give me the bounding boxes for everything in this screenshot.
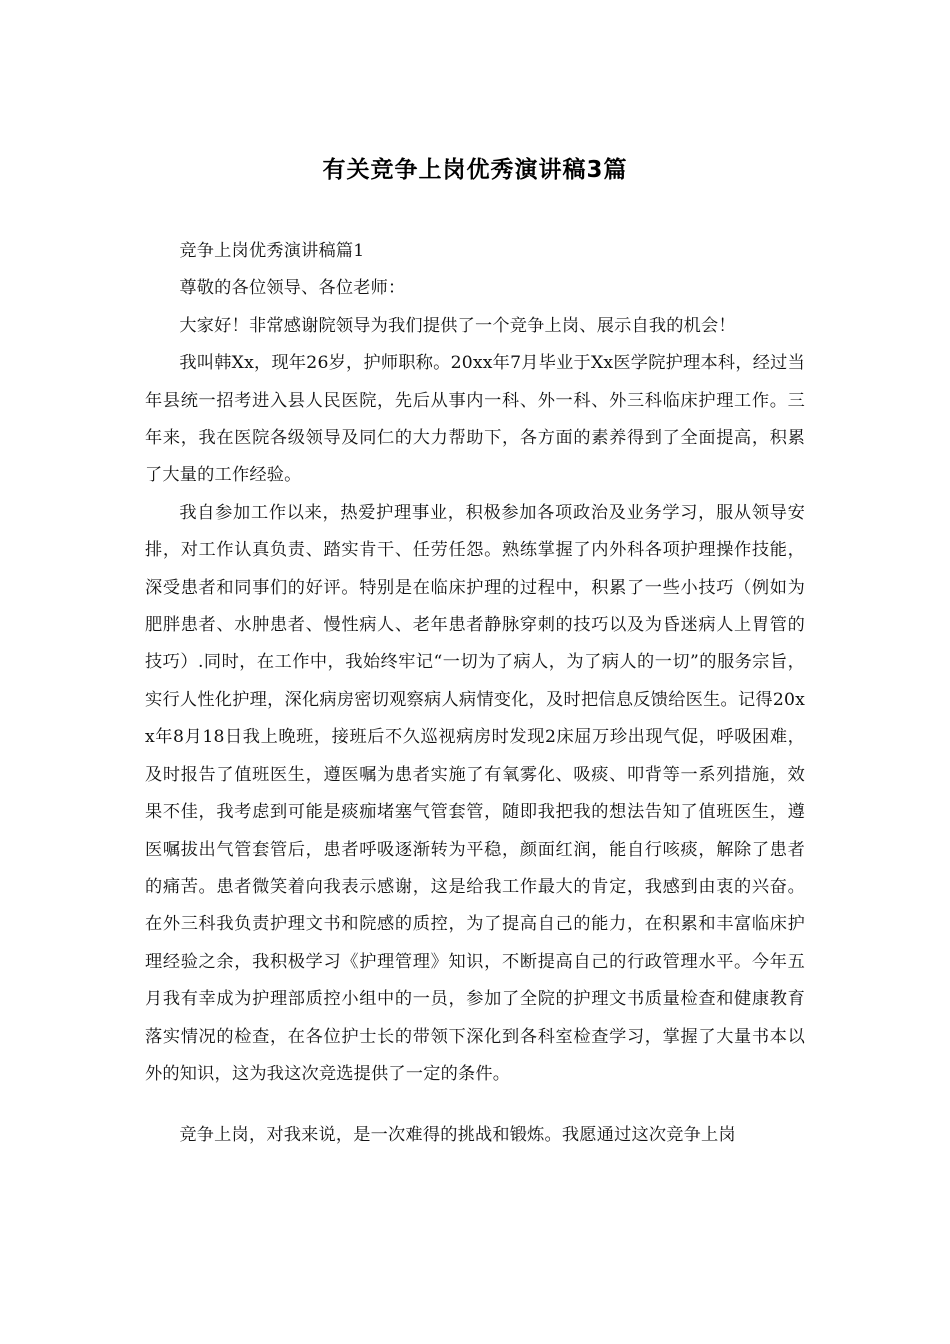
- document-body: [145, 233, 805, 1155]
- document-title: 有关竞争上岗优秀演讲稿3篇: [322, 157, 628, 183]
- closing-paragraph: 竞争上岗，对我来说，是一次难得的挑战和锻炼。我愿通过这次竞争上岗: [179, 1125, 736, 1146]
- section-heading: 竞争上岗优秀演讲稿篇1: [179, 241, 365, 261]
- salutation: 尊敬的各位领导、各位老师：: [179, 278, 406, 299]
- greeting-paragraph: 大家好！非常感谢院领导为我们提供了一个竞争上岗、展示自我的机会！: [179, 315, 736, 336]
- introduction-paragraph: 我叫韩Xx，现年26岁，护师职称。20xx年7月毕业于Xx医学院护理本科，经过当年县统一招考进入县人民医院，先后从事内一科、外一科、外三科临床护理工作。三年来，我在医院各级领导及同仁的大力帮助下，各方面的素养得到了全面提高，积累了大量的工作经验。: [145, 353, 805, 486]
- experience-paragraph: 我自参加工作以来，热爱护理事业，积极参加各项政治及业务学习，服从领导安排，对工作认真负责、踏实肯干、任劳任怨。熟练掌握了内外科各项护理操作技能，深受患者和同事们的好评。特别是在临床护理的过程中，积累了一些小技巧（例如为肥胖患者、水肿患者、慢性病人、老年患者静脉穿刺的技巧以及为昏迷病人上胃管的技巧）.同时，在工作中，我始终牢记“一切为了病人，为了病人的一切”的服务宗旨，实行人性化护理，深化病房密切观察病人病情变化，及时把信息反馈给医生。记得20xx年8月18日我上晚班，接班后不久巡视病房时发现2床屈万珍出现气促，呼吸困难，及时报告了值班医生，遵医嘱为患者实施了有氧雾化、吸痰、叩背等一系列措施，效果不佳，我考虑到可能是痰痂堵塞气管套管，随即我把我的想法告知了值班医生，遵医嘱拔出气管套管后，患者呼吸逐渐转为平稳，颜面红润，能自行咳痰，解除了患者的痛苦。患者微笑着向我表示感谢，这是给我工作最大的肯定，我感到由衷的兴奋。在外三科我负责护理文书和院感的质控，为了提高自己的能力，在积累和丰富临床护理经验之余，我积极学习《护理管理》知识，不断提高自己的行政管理水平。今年五月我有幸成为护理部质控小组中的一员，参加了全院的护理文书质量检查和健康教育落实情况的检查，在各位护士长的带领下深化到各科室检查学习，掌握了大量书本以外的知识，这为我这次竞选提供了一定的条件。: [145, 502, 805, 1084]
